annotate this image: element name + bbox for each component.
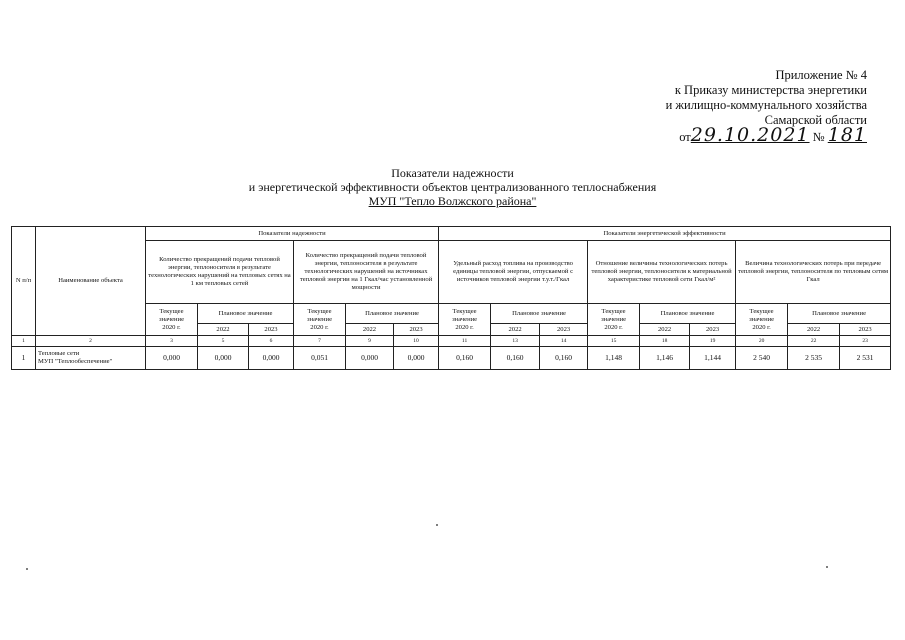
- column-number: 23: [840, 336, 891, 347]
- table-cell: 0,160: [540, 347, 588, 370]
- title-line-2: и энергетической эффективности объектов централизованного теплоснабжения: [248, 180, 657, 194]
- year-header: 2023: [540, 324, 588, 336]
- appendix-title: Приложение № 4: [775, 68, 867, 82]
- indicator-header: Количество прекращений подачи тепловой энергии, теплоносителя в результате технологических нарушений на тепловых сетях на 1 км тепловых сетей: [146, 241, 294, 304]
- table-cell: 1,146: [640, 347, 690, 370]
- indicator-header: Величина технологических потерь при передаче тепловой энергии, теплоносителя по тепловым сетям Гкал: [736, 241, 891, 304]
- column-number: 19: [690, 336, 736, 347]
- column-number: 6: [249, 336, 294, 347]
- column-number: 18: [640, 336, 690, 347]
- table-cell: 0,000: [146, 347, 198, 370]
- title-organization: МУП "Тепло Волжского района": [368, 194, 537, 208]
- header-group-reliability: Показатели надежности: [146, 227, 439, 241]
- header-col-name: Наименование объекта: [36, 227, 146, 336]
- column-number: 20: [736, 336, 788, 347]
- table-cell: 2 531: [840, 347, 891, 370]
- table-cell: 1,148: [588, 347, 640, 370]
- current-value-header: Текущее значение 2020 г.: [588, 304, 640, 336]
- appendix-ministry: и жилищно-коммунального хозяйства: [665, 98, 867, 112]
- year-header: 2022: [346, 324, 394, 336]
- column-number: 10: [394, 336, 439, 347]
- order-line: [666, 124, 867, 146]
- column-number: 22: [788, 336, 840, 347]
- header-row-groups: [12, 227, 891, 241]
- table-cell: 0,160: [439, 347, 491, 370]
- header-group-efficiency: Показатели энергетической эффективности: [439, 227, 891, 241]
- year-header: 2023: [249, 324, 294, 336]
- planned-value-header: Плановое значение: [346, 304, 439, 324]
- current-value-header: Текущее значение 2020 г.: [146, 304, 198, 336]
- year-header: 2023: [840, 324, 891, 336]
- table-cell: 0,000: [394, 347, 439, 370]
- planned-value-header: Плановое значение: [491, 304, 588, 324]
- current-value-header: Текущее значение 2020 г.: [439, 304, 491, 336]
- current-value-header: Текущее значение 2020 г.: [294, 304, 346, 336]
- planned-value-header: Плановое значение: [640, 304, 736, 324]
- title-line-1: Показатели надежности: [391, 166, 514, 180]
- table-cell: 2 535: [788, 347, 840, 370]
- appendix-region: Самарской области: [764, 113, 867, 127]
- order-number-label: №: [812, 130, 825, 144]
- scan-speck: [26, 568, 28, 570]
- column-number: 9: [346, 336, 394, 347]
- indicator-header: Удельный расход топлива на производство единицы тепловой энергии, отпускаемой с источников тепловой энергии т.у.т./Гкал: [439, 241, 588, 304]
- table-row: [12, 347, 891, 370]
- table-cell: 0,000: [346, 347, 394, 370]
- current-value-header: Текущее значение 2020 г.: [736, 304, 788, 336]
- planned-value-header: Плановое значение: [788, 304, 891, 324]
- column-number: 3: [146, 336, 198, 347]
- year-header: 2022: [198, 324, 249, 336]
- appendix-order-ref: к Приказу министерства энергетики: [674, 83, 867, 97]
- object-name: Тепловые сети МУП "Теплообеспечение": [36, 347, 146, 370]
- header-col-no: N п/п: [12, 227, 36, 336]
- table-cell: 0,051: [294, 347, 346, 370]
- year-header: 2022: [788, 324, 840, 336]
- column-number-row: [12, 336, 891, 347]
- table-cell: 0,160: [491, 347, 540, 370]
- column-number: 14: [540, 336, 588, 347]
- column-number: 5: [198, 336, 249, 347]
- table-cell: 0,000: [198, 347, 249, 370]
- year-header: 2023: [690, 324, 736, 336]
- indicator-header: Отношение величины технологических потерь тепловой энергии, теплоносителя к материальной характеристике тепловой сети Гкал/м²: [588, 241, 736, 304]
- column-number: 7: [294, 336, 346, 347]
- order-date: 29.10.2021: [690, 124, 810, 146]
- order-number: 181: [827, 124, 867, 146]
- column-number: 2: [36, 336, 146, 347]
- row-number: 1: [12, 347, 36, 370]
- table-cell: 0,000: [249, 347, 294, 370]
- indicator-header: Количество прекращений подачи тепловой энергии, теплоносителя в результате технологических нарушений на источниках тепловой энергии на 1 Гкал/час установленной мощности: [294, 241, 439, 304]
- order-prefix: от: [679, 130, 691, 144]
- scan-speck: [826, 566, 828, 568]
- column-number: 13: [491, 336, 540, 347]
- column-number: 1: [12, 336, 36, 347]
- planned-value-header: Плановое значение: [198, 304, 294, 324]
- column-number: 11: [439, 336, 491, 347]
- year-header: 2023: [394, 324, 439, 336]
- document-title: [0, 166, 905, 208]
- indicators-table: [11, 226, 891, 370]
- column-number: 15: [588, 336, 640, 347]
- table-cell: 2 540: [736, 347, 788, 370]
- year-header: 2022: [491, 324, 540, 336]
- year-header: 2022: [640, 324, 690, 336]
- appendix-header: [666, 68, 867, 145]
- scan-speck: [436, 524, 438, 526]
- table-cell: 1,144: [690, 347, 736, 370]
